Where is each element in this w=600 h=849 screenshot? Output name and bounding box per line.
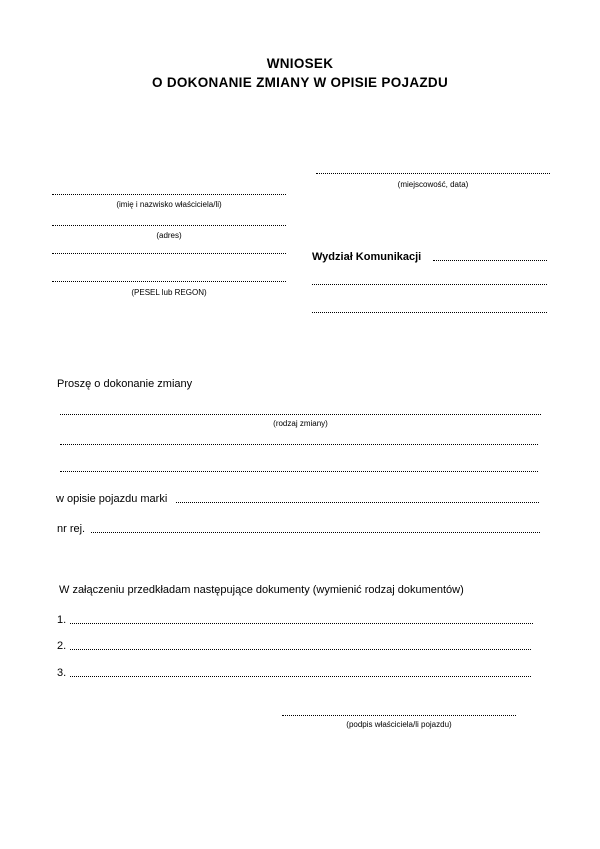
attachment-number-1: 1. [57,614,67,626]
registration-field[interactable] [91,532,540,533]
office-field-2[interactable] [312,284,547,285]
owner-name-field[interactable] [52,194,286,195]
place-date-field[interactable] [316,173,550,174]
signature-caption: (podpis właściciela/li pojazdu) [346,720,452,729]
change-type-field-2[interactable] [60,444,538,445]
office-field[interactable] [433,260,547,261]
attachment-field-3[interactable] [70,676,531,677]
request-intro: Proszę o dokonanie zmiany [57,378,193,390]
owner-id-field[interactable] [52,281,286,282]
vehicle-make-field[interactable] [176,502,539,503]
place-date-caption: (miejscowość, data) [397,180,469,189]
change-type-field-3[interactable] [60,471,538,472]
attachment-number-3: 3. [57,667,67,679]
office-label: Wydział Komunikacji [312,251,422,263]
page-subtitle: O DOKONANIE ZMIANY W OPISIE POJAZDU [151,75,449,90]
owner-id-caption: (PESEL lub REGON) [131,288,207,297]
owner-address-field[interactable] [52,225,286,226]
owner-address-field-2[interactable] [52,253,286,254]
vehicle-make-label: w opisie pojazdu marki [56,493,168,505]
owner-name-caption: (imię i nazwisko właściciela/li) [116,200,222,209]
attachment-number-2: 2. [57,640,67,652]
change-type-field[interactable] [60,414,541,415]
registration-label: nr rej. [57,523,86,535]
owner-address-caption: (adres) [156,231,182,240]
page-title: WNIOSEK [266,56,334,71]
attachment-field-1[interactable] [70,623,533,624]
change-type-caption: (rodzaj zmiany) [273,419,328,428]
office-field-3[interactable] [312,312,547,313]
attachment-field-2[interactable] [70,649,531,650]
attachments-intro: W załączeniu przedkładam następujące dokumenty (wymienić rodzaj dokumentów) [59,584,464,596]
signature-field[interactable] [282,715,516,716]
